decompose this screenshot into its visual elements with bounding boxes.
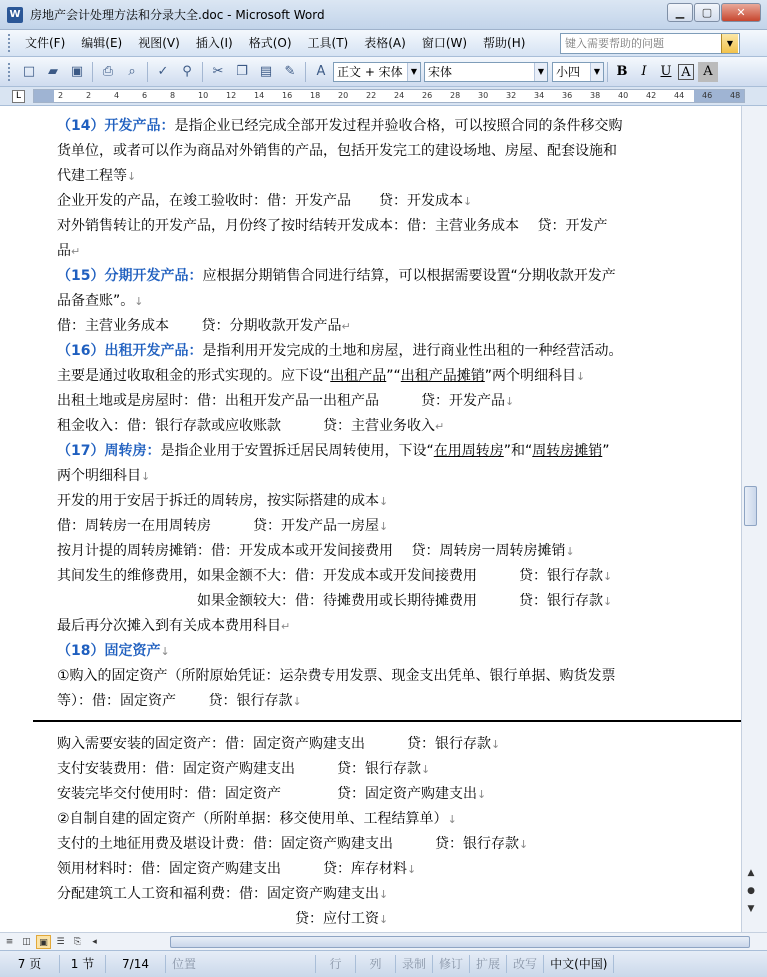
status-page-of: 7/14 <box>106 955 166 973</box>
line-text: 开发的用于安居于拆迁的周转房，按实际搭建的成本 <box>57 493 379 509</box>
style-select[interactable] <box>333 62 421 82</box>
vertical-scroll-thumb[interactable] <box>744 486 757 526</box>
status-language: 中文(中国) <box>544 955 614 973</box>
line-text: 企业开发的产品，在竣工验收时：借：开发产品 贷：开发成本 <box>57 193 463 209</box>
chevron-down-icon: ▼ <box>407 63 420 81</box>
document-line <box>57 416 444 437</box>
line-text: 租金收入：借：银行存款或应收账款 贷：主营业务收入 <box>57 418 435 434</box>
document-line <box>57 491 388 512</box>
paragraph-mark: ↵ <box>435 420 445 433</box>
ruler-tick-label: 38 <box>590 91 601 100</box>
line-text: ②自制自建的固定资产（所附单据：移交使用单、工程结算单） <box>57 811 448 827</box>
ruler-tick-label: 42 <box>646 91 657 100</box>
ruler-tick-label: 20 <box>338 91 349 100</box>
print-preview-icon[interactable]: ⌕ <box>128 64 136 79</box>
document-line <box>57 759 430 780</box>
section-heading: （18）固定资产 <box>57 643 161 659</box>
horizontal-ruler <box>0 87 767 106</box>
maximize-button[interactable]: ▢ <box>694 3 720 22</box>
menu-item[interactable]: 格式(O) <box>248 36 292 50</box>
status-overtype[interactable]: 改写 <box>507 955 544 973</box>
web-view-icon[interactable]: ◫ <box>22 936 31 947</box>
ruler-tick-label: 32 <box>506 91 517 100</box>
section-heading: （17）周转房： <box>57 443 161 459</box>
document-line <box>57 859 416 880</box>
paragraph-mark: ↓ <box>603 570 613 583</box>
save-icon[interactable]: ▣ <box>70 64 84 79</box>
vertical-scrollbar[interactable] <box>741 106 767 932</box>
horizontal-scroll-track[interactable] <box>110 936 730 948</box>
new-document-icon[interactable]: □ <box>22 64 36 79</box>
line-text: 是指企业用于安置拆迁居民周转使用，下设“ <box>160 443 434 459</box>
ruler-tick-label: 24 <box>394 91 405 100</box>
status-position: 位置 <box>166 955 316 973</box>
document-line <box>57 541 575 562</box>
line-text: 两个明细科目 <box>57 468 141 484</box>
account-name: 周转房摊销 <box>532 443 603 459</box>
line-text: 是指利用开发完成的土地和房屋，进行商业性出租的一种经营活动。 <box>202 343 623 359</box>
paragraph-mark: ↓ <box>519 838 529 851</box>
document-line <box>57 784 486 805</box>
status-bar <box>0 950 767 977</box>
line-text: 出租土地或是房屋时：借：出租开发产品一出租产品 贷：开发产品 <box>57 393 505 409</box>
research-icon[interactable]: ⚲ <box>182 64 192 79</box>
paragraph-mark: ↓ <box>463 195 473 208</box>
line-text: 支付的土地征用费及堪设计费：借：固定资产购建支出 贷：银行存款 <box>57 836 519 852</box>
document-line <box>57 809 457 830</box>
ruler-tick-label: 4 <box>114 91 120 100</box>
document-line <box>57 834 528 855</box>
toolbar-separator <box>202 62 203 82</box>
toolbar-separator <box>92 62 93 82</box>
ruler-track[interactable] <box>33 89 745 103</box>
menu-item[interactable]: 编辑(E) <box>81 36 123 50</box>
status-page: 7 页 <box>0 955 60 973</box>
line-text: 等）：借：固定资产 贷：银行存款 <box>57 693 293 709</box>
section-heading: （14）开发产品： <box>57 118 175 134</box>
tab-selector-icon[interactable]: L <box>12 90 25 103</box>
ruler-tick-label: 26 <box>422 91 433 100</box>
char-shading-button[interactable]: A <box>698 62 718 82</box>
paragraph-mark: ↵ <box>281 620 291 633</box>
document-line <box>57 366 585 387</box>
line-text: 安装完毕交付使用时：借：固定资产 贷：固定资产购建支出 <box>57 786 477 802</box>
line-text: 贷：应付工资 <box>57 911 379 927</box>
paragraph-mark: ↓ <box>379 913 389 926</box>
page-break <box>33 720 741 722</box>
cut-icon[interactable]: ✂ <box>212 64 224 79</box>
menu-bar <box>0 30 767 57</box>
line-text: ①购入的固定资产（所附原始凭证：运杂费专用发票、现金支出凭单、银行单据、购货发票 <box>57 668 616 684</box>
paragraph-mark: ↓ <box>565 545 575 558</box>
print-layout-icon[interactable]: ▣ <box>36 935 51 949</box>
document-line <box>57 516 388 537</box>
ruler-tick-label: 8 <box>170 91 176 100</box>
document-line <box>57 591 612 612</box>
document-line <box>57 466 150 487</box>
menu-item[interactable]: 帮助(H) <box>483 36 526 50</box>
status-record[interactable]: 录制 <box>396 955 433 973</box>
line-text: ”和“ <box>503 443 533 459</box>
horizontal-scrollbar[interactable] <box>0 932 767 950</box>
menu-item[interactable]: 视图(V) <box>138 36 180 50</box>
document-line <box>57 291 143 312</box>
paragraph-mark: ↓ <box>603 595 613 608</box>
style-select-value: 正文 + 宋体 <box>337 65 403 79</box>
paragraph-mark: ↵ <box>341 320 351 333</box>
line-text: 如果金额较大：借：待摊费用或长期待摊费用 贷：银行存款 <box>57 593 603 609</box>
underline-button[interactable]: U <box>660 63 672 79</box>
document-page[interactable] <box>33 106 741 932</box>
line-text: 应根据分期销售合同进行结算，可以根据需要设置“分期收款开发产 <box>202 268 616 284</box>
toolbar-separator <box>305 62 306 82</box>
line-text: 支付安装费用：借：固定资产购建支出 贷：银行存款 <box>57 761 421 777</box>
document-line <box>57 316 351 337</box>
line-text: 品备查账”。 <box>57 293 135 309</box>
ruler-tick-label: 48 <box>730 91 741 100</box>
document-line <box>57 191 472 212</box>
char-border-button[interactable]: A <box>678 64 694 80</box>
formatting-toolbar <box>0 57 767 87</box>
menu-item[interactable]: 表格(A) <box>364 36 406 50</box>
line-text: 货单位，或者可以作为商品对外销售的产品，包括开发完工的建设场地、房屋、配套设施和 <box>57 143 617 159</box>
toolbar-grip-icon[interactable] <box>8 63 11 81</box>
line-text: 领用材料时：借：固定资产购建支出 贷：库存材料 <box>57 861 407 877</box>
font-select-value: 宋体 <box>428 65 453 79</box>
account-name: 在用周转房 <box>433 443 504 459</box>
scroll-left-icon[interactable]: ◂ <box>92 936 97 947</box>
line-text: ” <box>602 443 610 459</box>
ruler-tick-label: 2 <box>86 91 92 100</box>
paragraph-mark: ↓ <box>505 395 515 408</box>
bold-button[interactable]: B <box>616 63 628 79</box>
ruler-tick-label: 44 <box>674 91 685 100</box>
status-track-changes[interactable]: 修订 <box>433 955 470 973</box>
paragraph-mark: ↓ <box>127 170 137 183</box>
line-text: 其间发生的维修费用，如果金额不大：借：开发成本或开发间接费用 贷：银行存款 <box>57 568 603 584</box>
menu-item[interactable]: 插入(I) <box>195 36 233 50</box>
line-text: 代建工程等 <box>57 168 127 184</box>
document-line <box>57 641 170 662</box>
line-text: ”两个明细科目 <box>484 368 577 384</box>
toolbar-separator <box>607 62 608 82</box>
paragraph-mark: ↓ <box>379 520 389 533</box>
left-gutter <box>0 106 33 932</box>
document-line <box>57 566 612 587</box>
line-text: 购入需要安装的固定资产：借：固定资产购建支出 贷：银行存款 <box>57 736 491 752</box>
ruler-tick-label: 34 <box>534 91 545 100</box>
ruler-tick-label: 6 <box>142 91 148 100</box>
document-line <box>57 116 622 136</box>
ruler-tick-label: 22 <box>366 91 377 100</box>
ruler-tick-label: 14 <box>254 91 265 100</box>
paragraph-mark: ↓ <box>421 763 431 776</box>
ruler-tick-label: 16 <box>282 91 293 100</box>
paragraph-mark: ↵ <box>71 245 81 258</box>
document-line <box>57 666 616 686</box>
horizontal-scroll-thumb[interactable] <box>170 936 750 948</box>
document-line <box>57 166 136 187</box>
account-name: 出租产品摊销 <box>400 368 485 384</box>
ruler-tick-label: 30 <box>478 91 489 100</box>
help-search-box <box>560 33 740 54</box>
ruler-tick-label: 36 <box>562 91 573 100</box>
line-text: 对外销售转让的开发产品，月份终了按时结转开发成本：借：主营业务成本 贷：开发产 <box>57 218 608 234</box>
open-folder-icon[interactable]: ▰ <box>48 64 58 79</box>
paragraph-mark: ↓ <box>379 495 389 508</box>
left-margin-area <box>34 90 54 102</box>
document-line <box>57 266 616 286</box>
document-line <box>57 441 610 461</box>
line-text: 品 <box>57 243 71 259</box>
window-title: 房地产会计处理方法和分录大全.doc - Microsoft Word <box>30 8 325 22</box>
status-column: 列 <box>356 955 396 973</box>
document-line <box>57 691 302 712</box>
copy-icon[interactable]: ❐ <box>236 64 248 79</box>
window-controls <box>667 3 761 22</box>
print-icon[interactable]: ⎙ <box>102 64 114 79</box>
reading-view-icon[interactable]: ⎘ <box>73 936 82 947</box>
ruler-tick-label: 28 <box>450 91 461 100</box>
help-search-input[interactable] <box>561 34 721 53</box>
paragraph-mark: ↓ <box>491 738 501 751</box>
chevron-down-icon: ▼ <box>534 63 547 81</box>
document-line <box>57 734 500 755</box>
title-bar <box>0 0 767 30</box>
line-text: 主要是通过收取租金的形式实现的。应下设“ <box>57 368 331 384</box>
outline-view-icon[interactable]: ☰ <box>56 936 65 947</box>
line-text: 借：周转房一在用周转房 贷：开发产品一房屋 <box>57 518 379 534</box>
help-dropdown-icon[interactable]: ▼ <box>721 34 738 53</box>
line-text: 分配建筑工人工资和福利费：借：固定资产购建支出 <box>57 886 379 902</box>
line-text: ”“ <box>386 368 401 384</box>
menu-item[interactable]: 工具(T) <box>307 36 349 50</box>
menubar-grip-icon[interactable] <box>8 34 11 52</box>
font-size-value: 小四 <box>556 65 581 79</box>
normal-view-icon[interactable]: ≡ <box>5 936 14 947</box>
paragraph-mark: ↓ <box>379 888 389 901</box>
paragraph-mark: ↓ <box>141 470 151 483</box>
paragraph-mark: ↓ <box>292 695 302 708</box>
line-text: 是指企业已经完成全部开发过程并验收合格，可以按照合同的条件移交购 <box>174 118 623 134</box>
menu-item[interactable]: 窗口(W) <box>421 36 468 50</box>
paragraph-mark: ↓ <box>447 813 457 826</box>
line-text: 按月计提的周转房摊销：借：开发成本或开发间接费用 贷：周转房一周转房摊销 <box>57 543 566 559</box>
document-line <box>57 909 388 930</box>
account-name: 出租产品 <box>330 368 387 384</box>
line-text: 最后再分次摊入到有关成本费用科目 <box>57 618 281 634</box>
format-painter-icon[interactable]: ✎ <box>284 64 296 79</box>
paragraph-mark: ↓ <box>576 370 586 383</box>
scroll-up-icon[interactable]: ▲ <box>747 868 755 878</box>
spelling-icon[interactable]: ✓ <box>157 64 169 79</box>
ruler-tick-label: 46 <box>702 91 713 100</box>
document-line <box>57 216 607 236</box>
menu-item[interactable]: 文件(F) <box>25 36 66 50</box>
paragraph-mark: ↓ <box>477 788 487 801</box>
paragraph-mark: ↓ <box>407 863 417 876</box>
select-browse-object-icon[interactable]: ● <box>747 886 755 896</box>
toolbar-separator <box>147 62 148 82</box>
status-extend[interactable]: 扩展 <box>470 955 507 973</box>
document-line <box>57 341 622 361</box>
ruler-tick-label: 40 <box>618 91 629 100</box>
document-line <box>57 391 514 412</box>
section-heading: （15）分期开发产品： <box>57 268 203 284</box>
document-line <box>57 884 388 905</box>
minimize-button[interactable]: ▁ <box>667 3 693 22</box>
paragraph-mark: ↓ <box>160 645 170 658</box>
status-line: 行 <box>316 955 356 973</box>
status-section: 1 节 <box>60 955 106 973</box>
chevron-down-icon: ▼ <box>590 63 603 81</box>
ruler-tick-label: 18 <box>310 91 321 100</box>
styles-pane-icon[interactable]: A <box>316 64 326 79</box>
line-text: 借：主营业务成本 贷：分期收款开发产品 <box>57 318 342 334</box>
font-select[interactable] <box>424 62 548 82</box>
word-doc-icon: W <box>7 7 23 23</box>
document-line <box>57 141 617 161</box>
ruler-tick-label: 10 <box>198 91 209 100</box>
paragraph-mark: ↓ <box>134 295 144 308</box>
close-button[interactable]: ✕ <box>721 3 761 22</box>
font-size-select[interactable] <box>552 62 604 82</box>
document-line <box>57 616 290 637</box>
ruler-tick-label: 2 <box>58 91 64 100</box>
section-heading: （16）出租开发产品： <box>57 343 203 359</box>
scroll-down-icon[interactable]: ▼ <box>747 904 755 914</box>
italic-button[interactable]: I <box>641 63 647 79</box>
document-line <box>57 241 80 262</box>
paste-icon[interactable]: ▤ <box>259 64 273 79</box>
ruler-tick-label: 12 <box>226 91 237 100</box>
